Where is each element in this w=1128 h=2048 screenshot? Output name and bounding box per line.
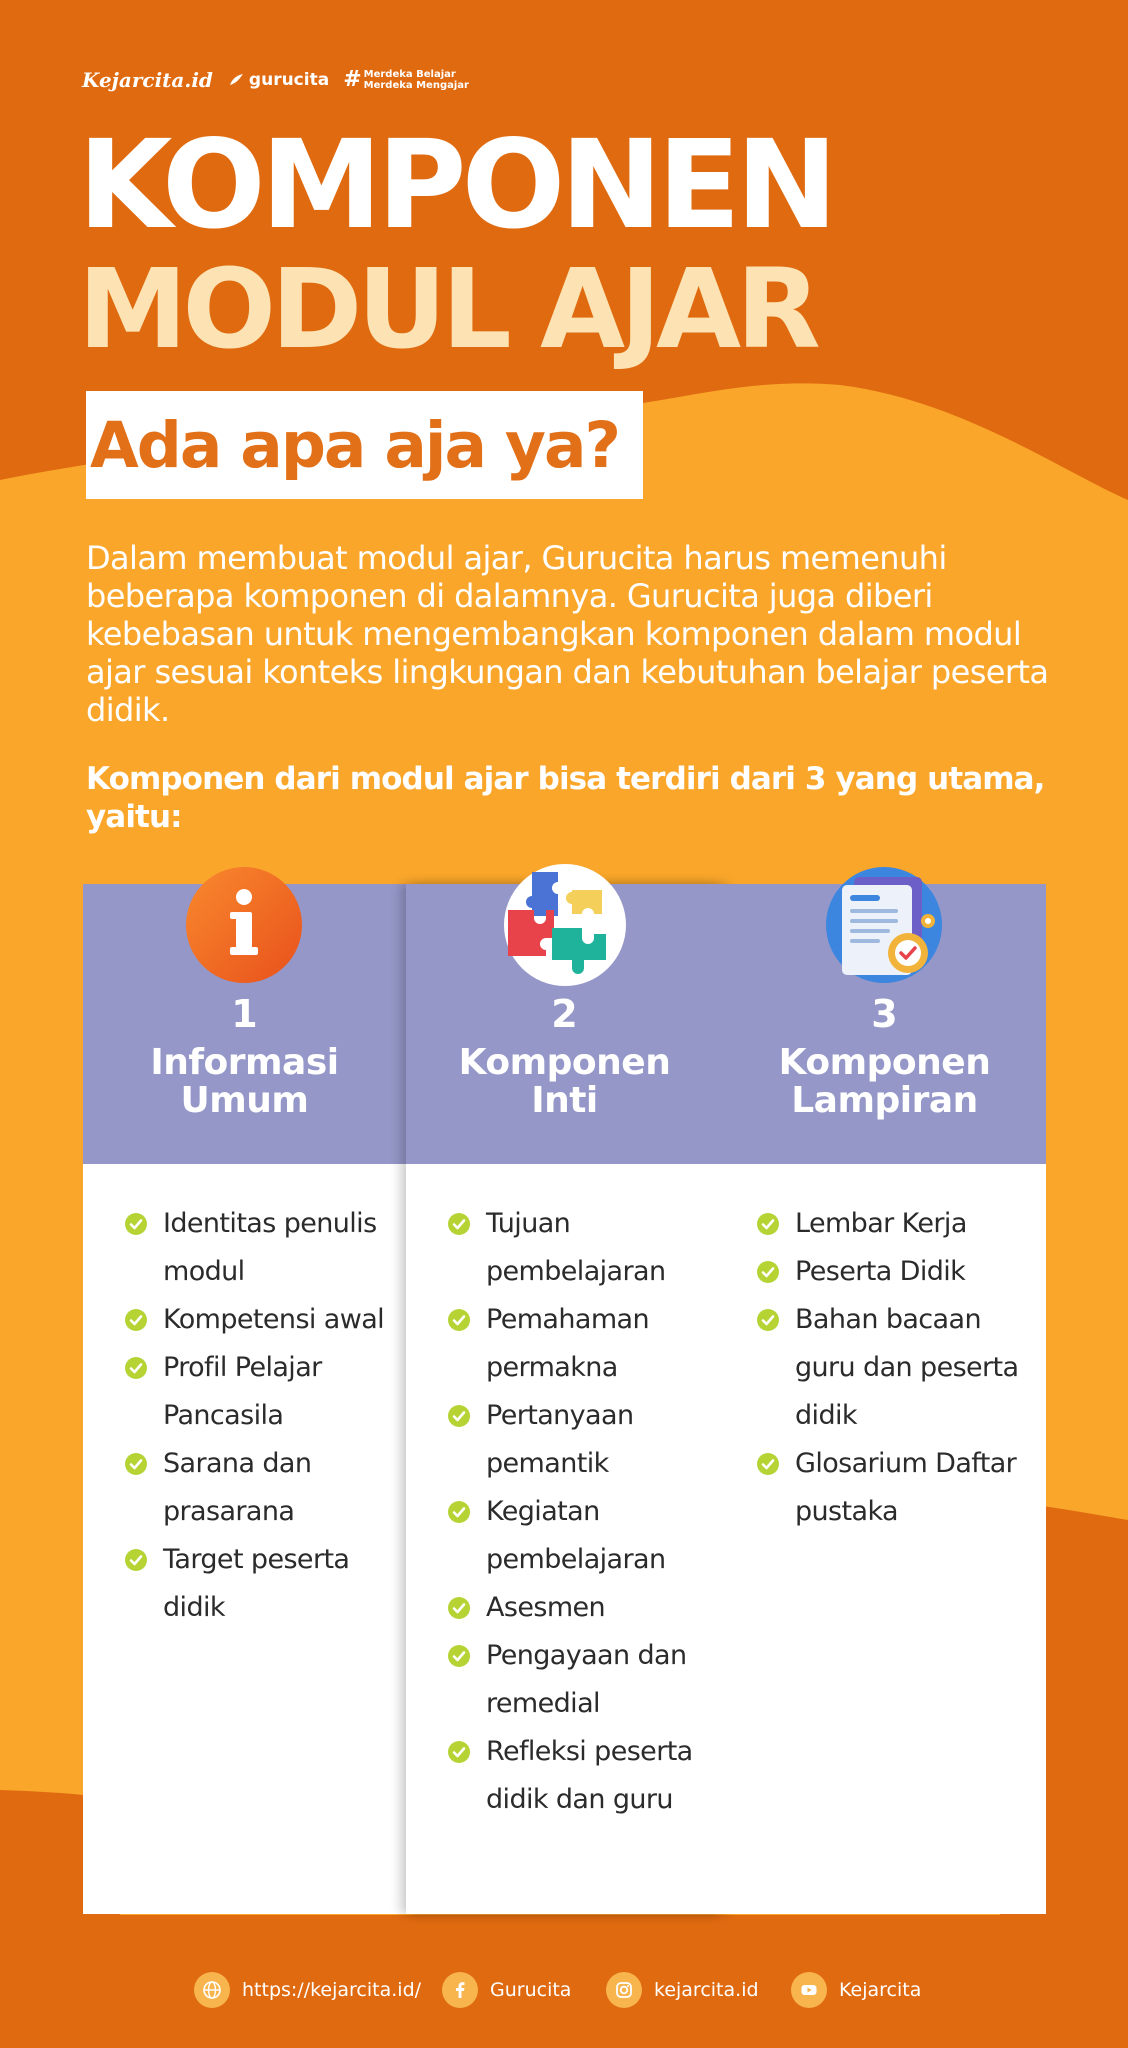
title-line2: MODUL AJAR — [78, 245, 816, 373]
footer-instagram-link[interactable]: kejarcita.id — [606, 1972, 759, 2008]
instagram-icon — [606, 1972, 642, 2008]
check-icon — [448, 1213, 470, 1235]
check-icon — [125, 1309, 147, 1331]
list-item: Sarana dan prasarana — [125, 1440, 395, 1536]
component-list — [125, 1200, 395, 1632]
list-item: Glosarium Daftar pustaka — [757, 1440, 1027, 1536]
merdeka-tagline: # Merdeka Belajar Merdeka Mengajar — [343, 67, 469, 92]
check-icon — [448, 1741, 470, 1763]
check-icon — [125, 1213, 147, 1235]
column-number: 2 — [551, 992, 578, 1036]
subtitle: Ada apa aja ya? — [90, 408, 620, 482]
component-list — [757, 1200, 1027, 1536]
list-item: Kompetensi awal — [125, 1296, 395, 1344]
check-icon — [448, 1405, 470, 1427]
check-icon — [125, 1357, 147, 1379]
component-cards — [83, 884, 1046, 1914]
kejarcita-logo: Kejarcita.id — [82, 68, 213, 92]
brand-logos — [82, 68, 469, 92]
check-icon — [448, 1309, 470, 1331]
check-icon — [757, 1261, 779, 1283]
footer-website-link[interactable]: https://kejarcita.id/ — [194, 1972, 421, 2008]
list-item: Pertanyaan pemantik — [448, 1392, 718, 1488]
list-item: Kegiatan pembelajaran — [448, 1488, 718, 1584]
gurucita-mark-icon — [227, 71, 245, 89]
column-title: Komponen Lampiran — [778, 1042, 991, 1121]
column-number: 1 — [231, 992, 258, 1036]
check-icon — [448, 1597, 470, 1619]
column-title: Informasi Umum — [150, 1042, 339, 1121]
list-item: Pemahaman permakna — [448, 1296, 718, 1392]
check-icon — [757, 1213, 779, 1235]
intro-paragraph: Dalam membuat modul ajar, Gurucita harus memenuhi beberapa komponen di dalamnya. Gurucita juga diberi kebebasan untuk mengembangkan komponen dalam modul ajar sesuai konteks lingkungan dan kebutuhan belajar peserta didik. — [86, 539, 1049, 729]
check-icon — [448, 1501, 470, 1523]
column-informasi-umum — [83, 884, 406, 1914]
list-item: Tujuan pembelajaran — [448, 1200, 718, 1296]
check-icon — [125, 1549, 147, 1571]
list-item: Profil Pelajar Pancasila — [125, 1344, 395, 1440]
list-item: Refleksi peserta didik dan guru — [448, 1728, 718, 1824]
document-icon — [824, 865, 944, 985]
component-list — [448, 1200, 718, 1824]
globe-icon — [194, 1972, 230, 2008]
list-item: Identitas penulis modul — [125, 1200, 395, 1296]
facebook-icon — [442, 1972, 478, 2008]
column-komponen-inti — [406, 884, 723, 1914]
list-item: Peserta Didik — [757, 1248, 1027, 1296]
column-number: 3 — [871, 992, 898, 1036]
check-icon — [757, 1309, 779, 1331]
footer-youtube-link[interactable]: Kejarcita — [791, 1972, 921, 2008]
gurucita-logo: gurucita — [227, 70, 329, 90]
info-icon — [184, 865, 304, 985]
column-komponen-lampiran — [723, 884, 1046, 1914]
title-line1: KOMPONEN — [78, 114, 833, 256]
footer — [0, 1972, 1128, 2012]
lead-paragraph: Komponen dari modul ajar bisa terdiri dari 3 yang utama, yaitu: — [86, 761, 1045, 835]
footer-facebook-link[interactable]: Gurucita — [442, 1972, 571, 2008]
youtube-icon — [791, 1972, 827, 2008]
list-item: Asesmen — [448, 1584, 718, 1632]
check-icon — [757, 1453, 779, 1475]
hashtag-icon: # — [343, 67, 362, 92]
list-item: Lembar Kerja — [757, 1200, 1027, 1248]
list-item: Target peserta didik — [125, 1536, 395, 1632]
list-item: Bahan bacaan guru dan peserta didik — [757, 1296, 1027, 1440]
check-icon — [125, 1453, 147, 1475]
puzzle-icon — [502, 862, 628, 988]
list-item: Pengayaan dan remedial — [448, 1632, 718, 1728]
column-title: Komponen Inti — [458, 1042, 671, 1121]
subtitle-box — [86, 391, 643, 499]
check-icon — [448, 1645, 470, 1667]
